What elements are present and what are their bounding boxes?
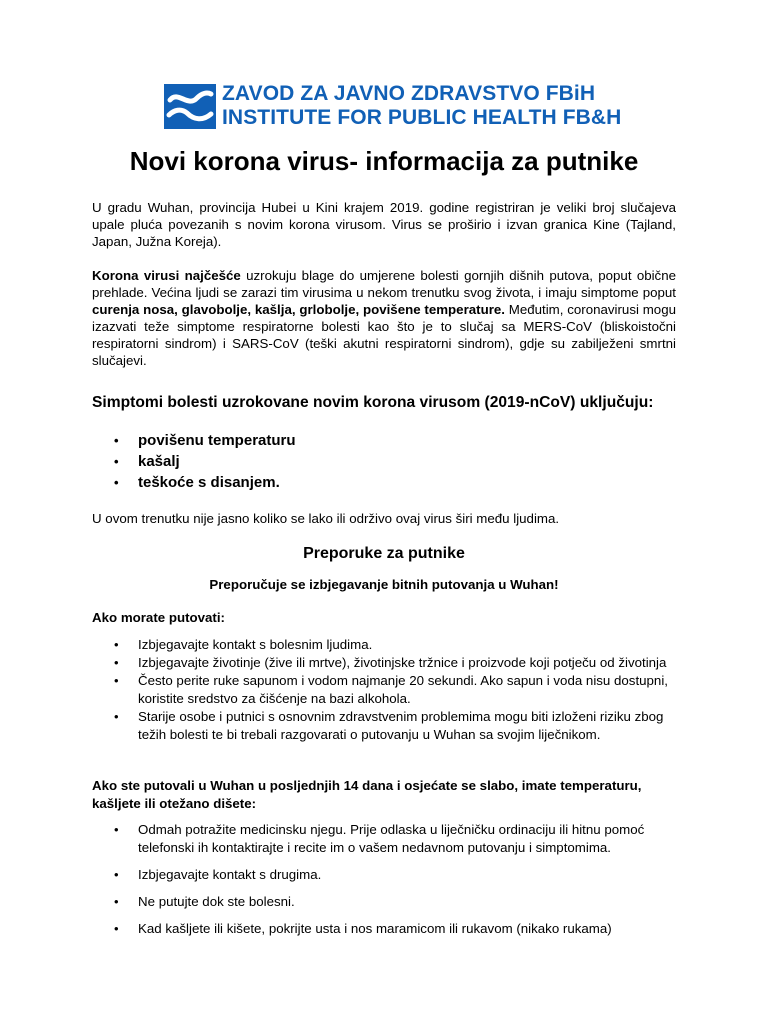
list-item: • teškoće s disanjem. [92, 472, 492, 493]
list-item: • Izbjegavajte kontakt s bolesnim ljudima. [92, 636, 676, 654]
org-name-local: ZAVOD ZA JAVNO ZDRAVSTVO FBiH [222, 82, 596, 105]
intro-paragraph: U gradu Wuhan, provincija Hubei u Kini krajem 2019. godine registriran je veliki broj slučajeva upale pluća povezanih s novim korona virusom. Virus se proširio i izvan granica Kine (Tajland, Japan, Južna Koreja). [92, 200, 676, 249]
institute-emblem-icon [164, 84, 216, 129]
para2-lead: Korona virusi najčešće [92, 268, 241, 283]
list-item: • Odmah potražite medicinsku njegu. Prije odlaska u liječničku ordinaciju ili hitnu pomoć telefonski ih kontaktirajte i recite im o vašem nedavnom putovanju i simptomima. [92, 821, 676, 857]
coronavirus-info-paragraph [92, 267, 676, 369]
symptoms-heading: Simptomi bolesti uzrokovane novim korona virusom (2019-nCoV) uključuju: [92, 394, 654, 411]
must-travel-label: Ako morate putovati: [92, 610, 225, 625]
list-item: • Starije osobe i putnici s osnovnim zdravstvenim problemima mogu biti izloženi riziku zbog težih bolesti te bi trebali razgovarati o putovanju u Wuhan sa svojim liječnikom. [92, 708, 676, 744]
list-item: • Ne putujte dok ste bolesni. [92, 893, 676, 911]
list-item: • kašalj [92, 451, 492, 472]
symptoms-list [92, 430, 492, 493]
list-item: • Često perite ruke sapunom i vodom najmanje 20 sekundi. Ako sapun i voda nisu dostupni, koristite sredstvo za čišćenje na bazi alkohola. [92, 672, 676, 708]
transmission-note: U ovom trenutku nije jasno koliko se lako ili održivo ovaj virus širi među ljudima. [92, 511, 560, 526]
sick-travelers-heading: Ako ste putovali u Wuhan u posljednjih 14 dana i osjećate se slabo, imate temperaturu, kašljete ili otežano dišete: [92, 778, 642, 811]
list-item: • Kad kašljete ili kišete, pokrijte usta i nos maramicom ili rukavom (nikako rukama) [92, 920, 676, 938]
para2-text1: uzrokuju blage do umjerene bolesti gornjih dišnih putova, poput obične prehlade. Većina ljudi se zarazi tim virusima u nekom trenutku svog života, i imaju simptome poput [92, 268, 676, 300]
institute-logo [164, 82, 622, 130]
page-title: Novi korona virus- informacija za putnike [129, 146, 639, 176]
org-name-english: INSTITUTE FOR PUBLIC HEALTH FB&H [222, 106, 622, 129]
list-item: • Izbjegavajte kontakt s drugima. [92, 866, 676, 884]
para2-text2: Međutim, coronavirusi mogu izazvati teže simptome respiratorne bolesti kao što je to slučaj sa MERS-CoV (bliskoistočni respiratorni sindrom) i SARS-CoV (teški akutni respiratorni sindrom), gdje su zabilježeni smrtni slučajevi. [92, 302, 676, 368]
recommendations-heading: Preporuke za putnike [303, 545, 465, 562]
list-item: • povišenu temperaturu [92, 430, 492, 451]
travel-tips-list [92, 636, 676, 744]
recommendations-subheading: Preporučuje se izbjegavanje bitnih putovanja u Wuhan! [209, 577, 559, 592]
list-item: • Izbjegavajte životinje (žive ili mrtve), životinjske tržnice i proizvode koji potječu od životinja [92, 654, 676, 672]
para2-symptoms: curenja nosa, glavobolje, kašlja, grlobolje, povišene temperature. [92, 302, 505, 317]
sick-tips-list [92, 821, 676, 947]
